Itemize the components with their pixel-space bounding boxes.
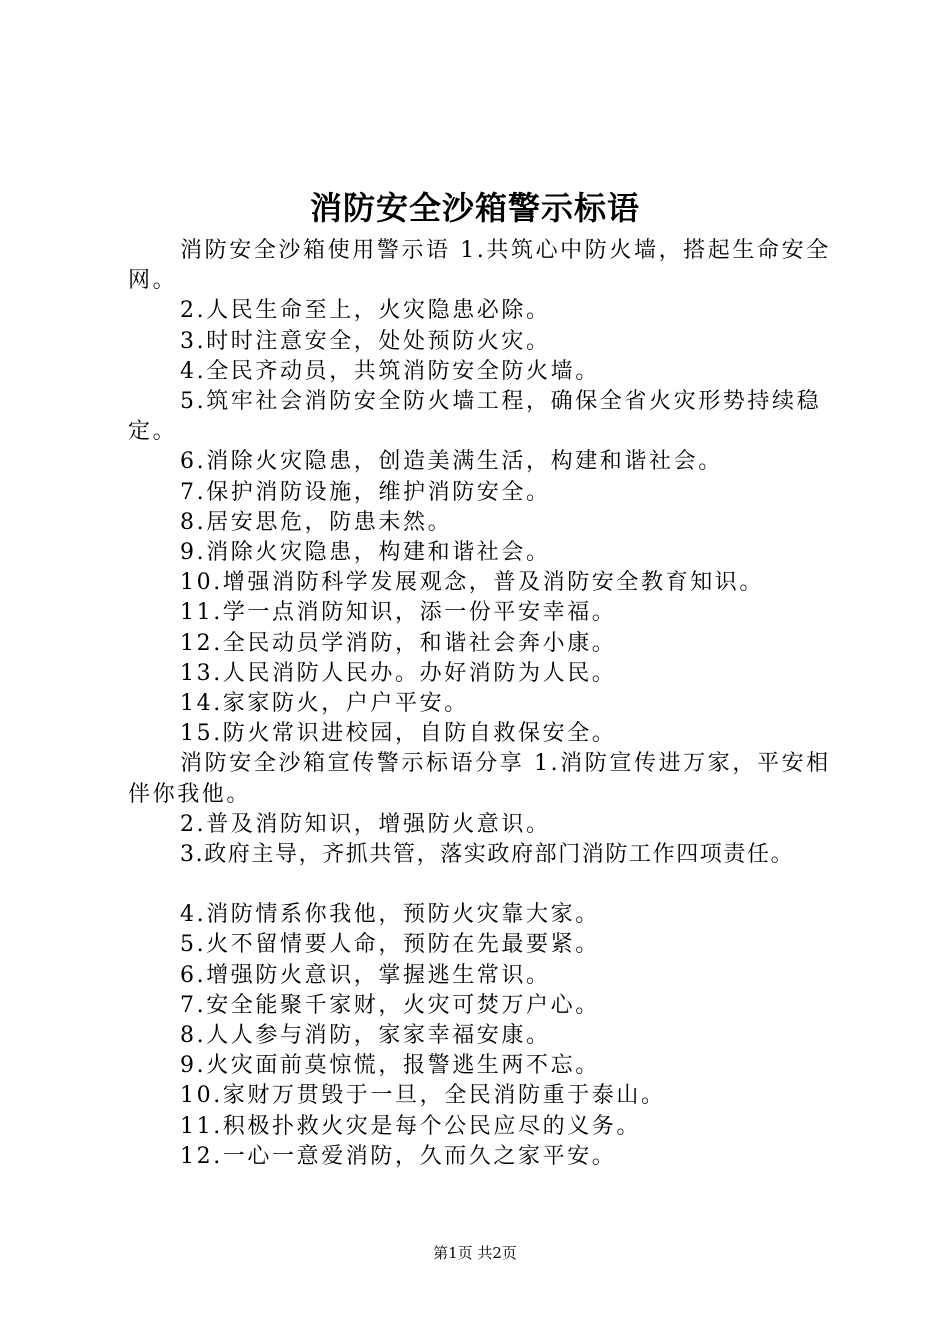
- page-footer: 第1页 共2页: [433, 1244, 517, 1262]
- paragraph: 9.消除火灾隐患，构建和谐社会。: [180, 540, 551, 566]
- paragraph: 12.全民动员学消防，和谐社会奔小康。: [180, 630, 617, 656]
- paragraph: 8.居安思危，防患未然。: [180, 509, 453, 535]
- paragraph: 10.家财万贯毁于一旦，全民消防重于泰山。: [180, 1083, 666, 1109]
- paragraph: 6.消除火灾隐患，创造美满生活，构建和谐社会。: [180, 449, 723, 475]
- paragraph: 13.人民消防人民办。办好消防为人民。: [180, 660, 617, 686]
- paragraph: 15.防火常识进校园，自防自救保安全。: [180, 721, 617, 747]
- paragraph-intro-1: 消防安全沙箱使用警示语 1.共筑心中防火墙，搭起生命安全网。: [128, 238, 831, 294]
- paragraph: 7.安全能聚千家财，火灾可焚万户心。: [180, 992, 600, 1018]
- paragraph: 5.火不留情要人命，预防在先最要紧。: [180, 932, 600, 958]
- paragraph: 11.学一点消防知识，添一份平安幸福。: [180, 600, 617, 626]
- paragraph: 14.家家防火，户户平安。: [180, 691, 469, 717]
- blank-line: [128, 870, 840, 900]
- paragraph: 12.一心一意爱消防，久而久之家平安。: [180, 1143, 617, 1169]
- paragraph: 3.时时注意安全，处处预防火灾。: [180, 328, 551, 354]
- paragraph: 2.普及消防知识，增强防火意识。: [180, 811, 551, 837]
- paragraph: 8.人人参与消防，家家幸福安康。: [180, 1023, 551, 1049]
- paragraph: 11.积极扑救火灾是每个公民应尽的义务。: [180, 1113, 641, 1139]
- paragraph: 9.火灾面前莫惊慌，报警逃生两不忘。: [180, 1053, 600, 1079]
- paragraph: 4.消防情系你我他，预防火灾靠大家。: [180, 902, 600, 928]
- document-body: [128, 236, 840, 1172]
- paragraph: 6.增强防火意识，掌握逃生常识。: [180, 962, 551, 988]
- paragraph: 7.保护消防设施，维护消防安全。: [180, 479, 551, 505]
- paragraph: 4.全民齐动员，共筑消防安全防火墙。: [180, 358, 600, 384]
- paragraph-intro-2: 消防安全沙箱宣传警示标语分享 1.消防宣传进万家，平安相伴你我他。: [128, 751, 831, 807]
- paragraph: 10.增强消防科学发展观念，普及消防安全教育知识。: [180, 570, 764, 596]
- paragraph: 5.筑牢社会消防安全防火墙工程，确保全省火灾形势持续稳定。: [128, 389, 822, 445]
- paragraph: 3.政府主导，齐抓共管，落实政府部门消防工作四项责任。: [180, 842, 795, 868]
- page-title: 消防安全沙箱警示标语: [309, 189, 640, 227]
- paragraph: 2.人民生命至上，火灾隐患必除。: [180, 298, 551, 324]
